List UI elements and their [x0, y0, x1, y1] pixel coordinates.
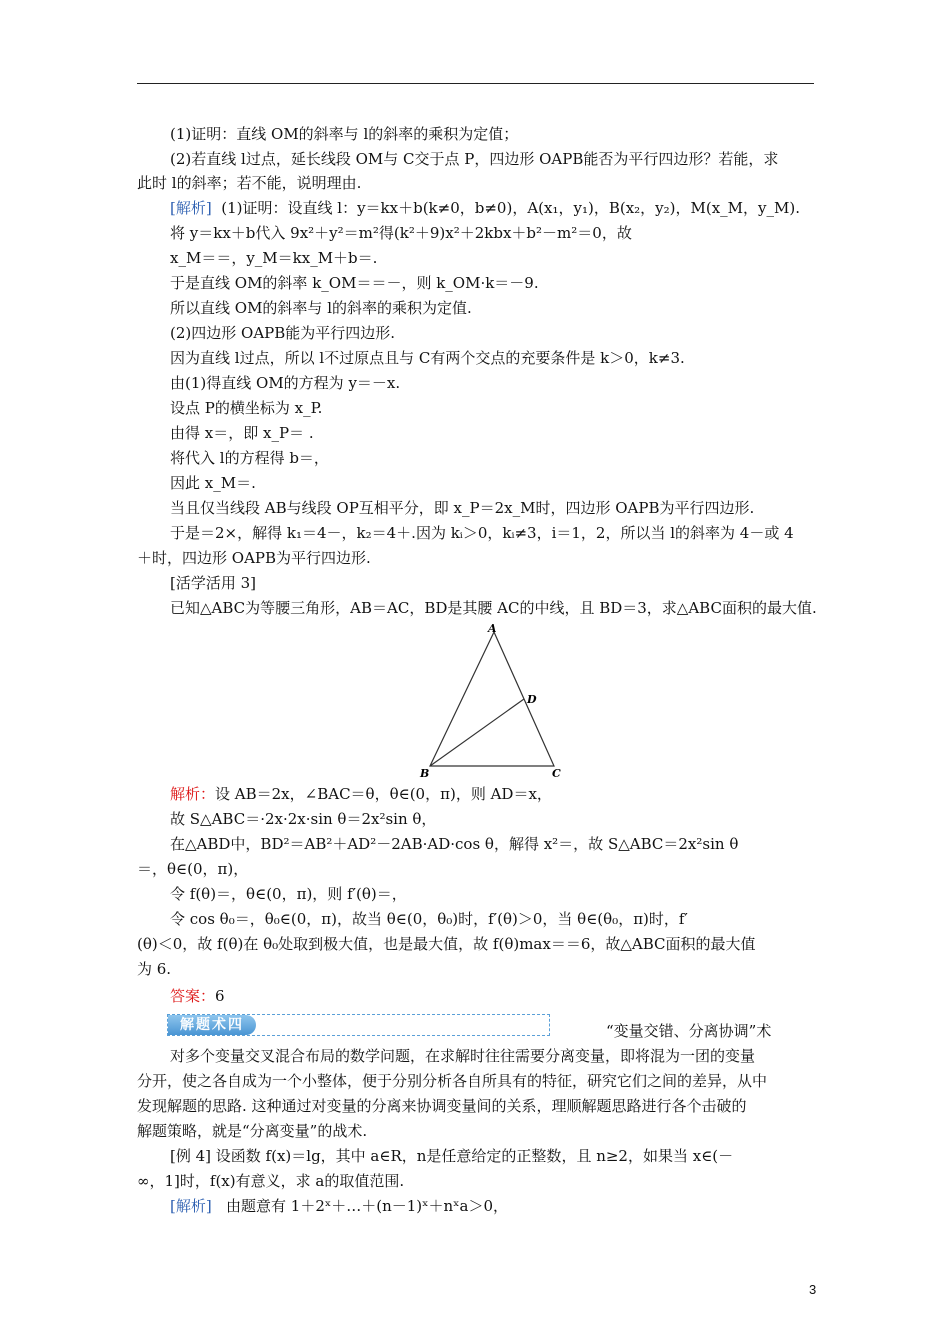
analysis-tag: [解析]	[170, 1197, 212, 1215]
text-line: 将 y＝kx＋b代入 9x²＋y²＝m²得(k²＋9)x²＋2kbx＋b²－m²＝0，故	[170, 224, 632, 242]
median-bd	[430, 699, 524, 766]
label-d: D	[527, 693, 537, 706]
text-line: 由(1)得直线 OM的方程为 y＝－x.	[170, 374, 401, 392]
text-line: ＋时，四边形 OAPB为平行四边形.	[137, 549, 371, 567]
text-line: 将代入 l的方程得 b＝，	[170, 449, 329, 467]
section-title: “变量交错、分离协调”术	[606, 1022, 772, 1040]
text-line: 发现解题的思路. 这种通过对变量的分离来协调变量间的关系，理顺解题思路进行各个击破的	[137, 1097, 747, 1115]
text-line: [活学活用 3]	[170, 574, 257, 592]
problem-line: 已知△ABC为等腰三角形，AB＝AC，BD是其腰 AC的中线，且 BD＝3，求△ABC面积的最大值.	[170, 599, 817, 617]
text-line: (2)若直线 l过点，延长线段 OM与 C交于点 P，四边形 OAPB能否为平行四边形？若能，求	[170, 150, 779, 168]
text-line: 因为直线 l过点，所以 l不过原点且与 C有两个交点的充要条件是 k＞0，k≠3.	[170, 349, 685, 367]
analysis-tag: [解析]	[170, 199, 212, 217]
section-banner	[167, 1014, 550, 1036]
text-line: 设点 P的横坐标为 x_P.	[170, 399, 323, 417]
label-b: B	[420, 767, 430, 780]
text-line: x_M＝＝，y_M＝kx_M＋b＝.	[170, 249, 378, 267]
text-line: 分开，使之各自成为一个小整体，便于分别分析各自所具有的特征，研究它们之间的差异，从中	[137, 1072, 768, 1090]
text-line: [例 4] 设函数 f(x)＝lg，其中 a∈R，n是任意给定的正整数，且 n≥2，如果当 x∈(－	[170, 1147, 734, 1165]
solution-line: [解析] (1)证明：设直线 l：y＝kx＋b(k≠0，b≠0)，A(x₁，y₁)，B(x₂，y₂)，M(x_M，y_M).	[170, 199, 800, 217]
text-line: 此时 l的斜率；若不能，说明理由.	[137, 174, 362, 192]
label-c: C	[552, 767, 561, 780]
text-line: (2)四边形 OAPB能为平行四边形.	[170, 324, 396, 342]
text-line: 为 6.	[137, 960, 172, 978]
text-line: 由得 x＝，即 x_P＝ .	[170, 424, 314, 442]
solution-line: [解析] 由题意有 1＋2ˣ＋…＋(n－1)ˣ＋nˣa＞0，	[170, 1197, 509, 1215]
text-line: 于是＝2×，解得 k₁＝4－，k₂＝4＋.因为 kᵢ＞0，kᵢ≠3，i＝1，2，所以当 l的斜率为 4－或 4	[170, 524, 794, 542]
answer-line: 答案：6	[170, 987, 225, 1005]
triangle-figure	[410, 620, 570, 780]
text-line: 因此 x_M＝.	[170, 474, 256, 492]
banner-label: 解题术四	[168, 1015, 256, 1035]
page-number: 3	[809, 1282, 817, 1297]
text-line: 对多个变量交叉混合布局的数学问题，在求解时往往需要分离变量，即将混为一团的变量	[170, 1047, 756, 1065]
text-line: ∞，1]时，f(x)有意义，求 a的取值范围.	[137, 1172, 405, 1190]
text-line: 在△ABD中，BD²＝AB²＋AD²－2AB·AD·cos θ，解得 x²＝，故 S△ABC＝2x²sin θ	[170, 835, 739, 853]
answer-label: 答案：	[170, 987, 216, 1005]
text-line: 令 cos θ₀＝，θ₀∈(0，π)，故当 θ∈(0，θ₀)时，f′(θ)＞0，当 θ∈(θ₀，π)时，f′	[170, 910, 688, 928]
text-line: 于是直线 OM的斜率 k_OM＝＝－，则 k_OM·k＝－9.	[170, 274, 539, 292]
text-line: (1)证明：直线 OM的斜率与 l的斜率的乘积为定值；	[170, 125, 519, 143]
text-line: 解题策略，就是“分离变量”的战术.	[137, 1122, 368, 1140]
solution-line: 解析：设 AB＝2x，∠BAC＝θ，θ∈(0，π)，则 AD＝x，	[170, 785, 552, 803]
text-line: (θ)＜0，故 f(θ)在 θ₀处取到极大值，也是最大值，故 f(θ)max＝＝6，故△ABC面积的最大值	[137, 935, 756, 953]
label-a: A	[488, 622, 497, 635]
analysis-label: 解析：	[170, 785, 216, 803]
text-line: 令 f(θ)＝，θ∈(0，π)，则 f′(θ)＝，	[170, 885, 407, 903]
text-line: 当且仅当线段 AB与线段 OP互相平分，即 x_P＝2x_M时，四边形 OAPB为平行四边形.	[170, 499, 755, 517]
text-line: 所以直线 OM的斜率与 l的斜率的乘积为定值.	[170, 299, 472, 317]
text-line: ＝，θ∈(0，π)，	[137, 860, 249, 878]
text-line: 故 S△ABC＝·2x·2x·sin θ＝2x²sin θ，	[170, 810, 437, 828]
header-rule	[137, 83, 814, 84]
